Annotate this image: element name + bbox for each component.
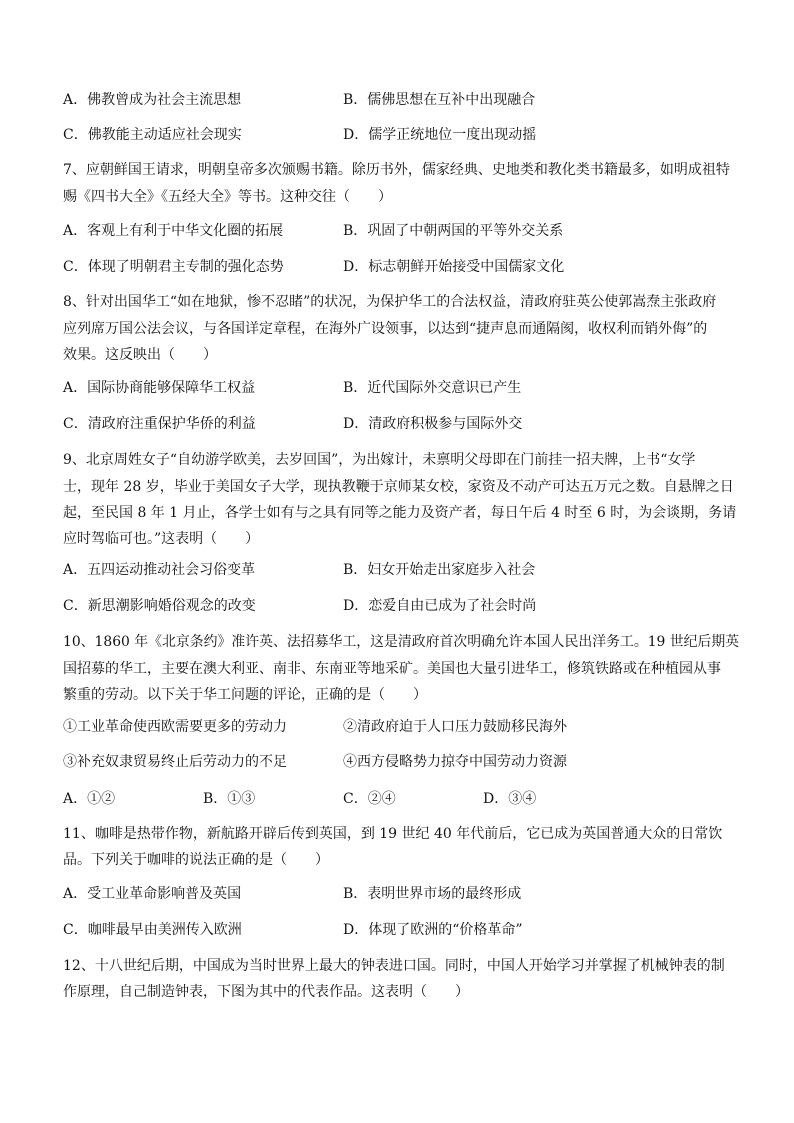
q7-stem-line-1: 7、应朝鲜国王请求，明朝皇帝多次颁赐书籍。除历书外，儒家经典、史地类和教化类书籍最多，如明成祖特 [63, 162, 730, 178]
q12-stem-line-2: 作原理，自己制造钟表，下图为其中的代表作品。这表明（ ） [63, 984, 469, 1000]
q10-stem-line-3: 繁重的劳动。以下关于华工问题的评论，正确的是（ ） [63, 687, 427, 703]
q10-stem-line-1: 10、1860 年《北京条约》准许英、法招募华工，这是清政府首次明确允许本国人民出洋务工。19 世纪后期英 [63, 634, 740, 650]
q11-option-a: A．受工业革命影响普及英国 [63, 886, 242, 902]
q8-stem-line-1: 8、针对出国华工“如在地狱，惨不忍睹”的状况，为保护华工的合法权益，清政府驻英公使郭嵩焘主张政府 [63, 294, 717, 310]
q9-stem-line-3: 起，至民国 8 年 1 月止，各学士如有与之具有同等之能力及资产者，每日午后 4 时至 6 时，为会谈期，务请 [63, 505, 737, 521]
q12-stem-line-1: 12、十八世纪后期，中国成为当时世界上最大的钟表进口国。同时，中国人开始学习并掌握了机械钟表的制 [63, 958, 725, 974]
q7-option-a: A．客观上有利于中华文化圈的拓展 [63, 223, 284, 239]
q11-option-b: B．表明世界市场的最终形成 [343, 886, 522, 902]
q9-option-c: C．新思潮影响婚俗观念的改变 [63, 598, 256, 614]
q10-item-2: ②清政府迫于人口压力鼓励移民海外 [343, 719, 567, 735]
q6-option-a: A．佛教曾成为社会主流思想 [63, 92, 242, 108]
q7-option-d: D．标志朝鲜开始接受中国儒家文化 [343, 259, 565, 275]
q11-option-d: D．体现了欧洲的“价格革命” [343, 922, 523, 938]
q8-option-c: C．清政府注重保护华侨的利益 [63, 416, 256, 432]
q8-option-a: A．国际协商能够保障华工权益 [63, 380, 256, 396]
q10-stem-line-2: 国招募的华工，主要在澳大利亚、南非、东南亚等地采矿。美国也大量引进华工，修筑铁路或在种植园从事 [63, 661, 721, 677]
q10-item-1: ①工业革命使西欧需要更多的劳动力 [63, 719, 287, 735]
q9-option-a: A．五四运动推动社会习俗变革 [63, 562, 256, 578]
q11-stem-line-1: 11、咖啡是热带作物，新航路开辟后传到英国，到 19 世纪 40 年代前后，它已成为英国普通大众的日常饮 [63, 826, 723, 842]
q7-option-b: B．巩固了中朝两国的平等外交关系 [343, 223, 564, 239]
q9-stem-line-2: 士，现年 28 岁，毕业于美国女子大学，现执教鞭于京师某女校，家资及不动产可达五万元之数。自悬牌之日 [63, 479, 734, 495]
q10-option-d: D．③④ [483, 791, 537, 807]
q6-option-b: B．儒佛思想在互补中出现融合 [343, 92, 536, 108]
q6-option-c: C．佛教能主动适应社会现实 [63, 127, 242, 143]
q9-stem-line-4: 应时驾临可也。”这表明（ ） [63, 531, 260, 547]
q9-option-d: D．恋爱自由已成为了社会时尚 [343, 598, 537, 614]
q11-stem-line-2: 品。下列关于咖啡的说法正确的是（ ） [63, 852, 329, 868]
q8-option-d: D．清政府积极参与国际外交 [343, 416, 523, 432]
q10-option-c: C．②④ [343, 791, 396, 807]
q7-option-c: C．体现了明朝君主专制的强化态势 [63, 259, 284, 275]
q8-option-b: B．近代国际外交意识已产生 [343, 380, 522, 396]
q10-item-3: ③补充奴隶贸易终止后劳动力的不足 [63, 754, 287, 770]
q11-option-c: C．咖啡最早由美洲传入欧洲 [63, 922, 242, 938]
q7-stem-line-2: 赐《四书大全》《五经大全》等书。这种交往（ ） [63, 189, 392, 205]
q9-stem-line-1: 9、北京周姓女子“自幼游学欧美，去岁回国”，为出嫁计，未禀明父母即在门前挂一招夫牌，上书“女学 [63, 452, 696, 468]
q10-option-b: B．①③ [203, 791, 256, 807]
q10-option-a: A．①② [63, 791, 116, 807]
q10-item-4: ④西方侵略势力掠夺中国劳动力资源 [343, 754, 567, 770]
q9-option-b: B．妇女开始走出家庭步入社会 [343, 562, 536, 578]
q8-stem-line-3: 效果。这反映出（ ） [63, 347, 217, 363]
q8-stem-line-2: 应列席万国公法会议，与各国详定章程，在海外广设领事，以达到“捷声息而通隔阂，收权利而销外侮”的 [63, 321, 708, 337]
q6-option-d: D．儒学正统地位一度出现动摇 [343, 127, 537, 143]
